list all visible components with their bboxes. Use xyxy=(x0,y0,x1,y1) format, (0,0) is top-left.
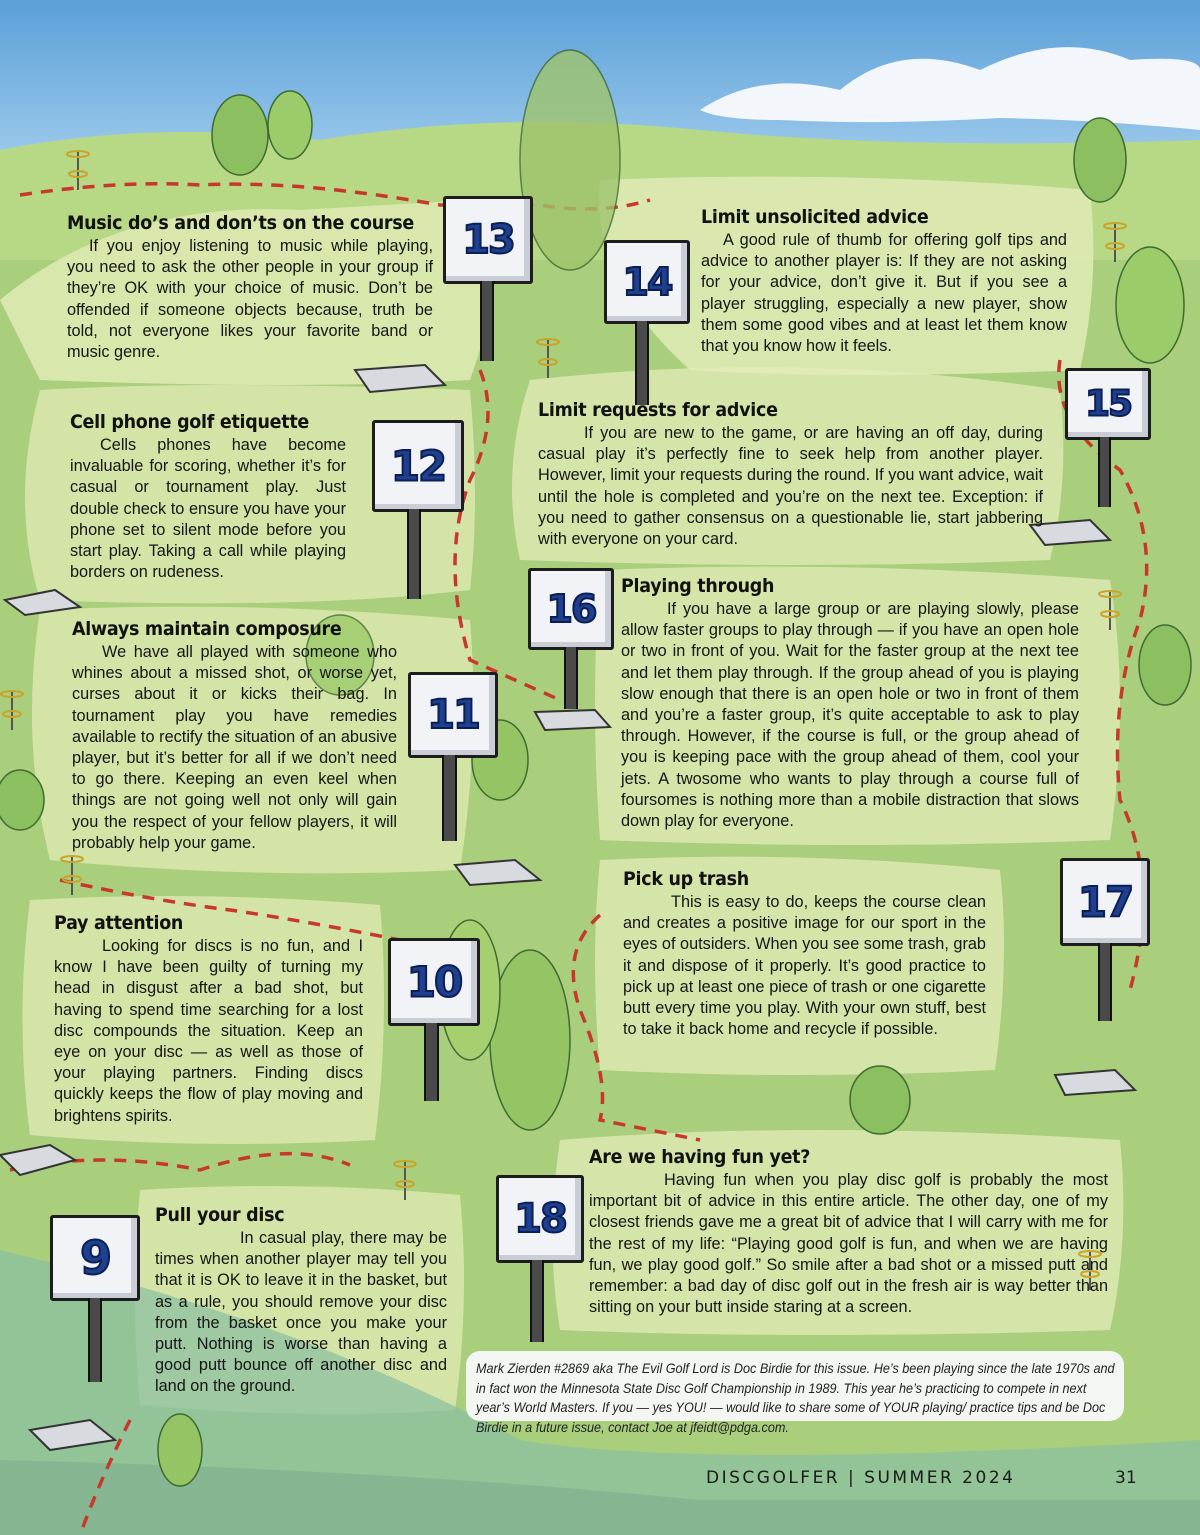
section-body: A good rule of thumb for offering golf tips and advice to another player is: If they are not asking for your advice, don’t give it. But if you see a player struggling, especially a new player, show them some good vibes and at least let them know that you know how it feels. xyxy=(701,231,1067,356)
section-trash xyxy=(623,868,986,1040)
section-title: Limit unsolicited advice xyxy=(701,206,929,228)
hole-number: 9 xyxy=(79,1231,110,1285)
section-title: Music do’s and don’ts on the course xyxy=(67,212,414,234)
section-body: If you enjoy listening to music while playing, you need to ask the other people in your group if they’re OK with your choice of music. Don’t be offended if someone objects because, truth be told, not everyone likes your favorite band or music genre. xyxy=(67,237,433,362)
section-title: Are we having fun yet? xyxy=(589,1146,811,1168)
author-bio: Mark Zierden #2869 aka The Evil Golf Lord is Doc Birdie for this issue. He’s been playing since the late 1970s and in fact won the Minnesota State Disc Golf Championship in 1989. This year he’s practicing to compete in next year’s World Masters. If you — yes YOU! — would like to share some of YOUR playing/ practice tips and be Doc Birdie in a future issue, contact Joe at jfeidt@pdga.com. xyxy=(476,1361,1115,1435)
section-title: Limit requests for advice xyxy=(538,399,778,421)
section-requests-for-advice xyxy=(538,399,1043,550)
section-unsolicited-advice xyxy=(701,206,1067,357)
section-body: In casual play, there may be times when another player may tell you that it is OK to leave it in the basket, but as a rule, you should remove your disc from the basket once you make your putt. Nothing is worse than having a good putt bounce off another disc and land on the ground. xyxy=(155,1229,447,1396)
section-title: Always maintain composure xyxy=(72,618,342,640)
publication-footer: DISCGOLFER | SUMMER 2024 xyxy=(706,1468,1016,1488)
section-playing-through xyxy=(621,575,1079,832)
author-bio-box xyxy=(466,1351,1124,1435)
section-body: If you have a large group or are playing slowly, please allow faster groups to play through — if you have an open hole or two in front of you. Wait for the faster group at the next tee and let them play through. If the group ahead of you is playing slow enough that there is an open hole or two in front of them and you’re a faster group, it’s quite acceptable to ask to play through. However, if the course is full, or the group ahead of you is keeping pace with the group ahead of them, cool your jets. A twosome who wants to play through a course full of foursomes is nothing more than a mobile distraction that slows down play for everyone. xyxy=(621,600,1079,831)
section-body: We have all played with someone who whines about a missed shot, or worse yet, curses about it or kicks their bag. In tournament play you have remedies available to rectify the situation of an abusive player, but it’s better for all if we don’t need to go there. Keeping an even keel when things are not going well not only will gain you the respect of your fellow players, it will probably help your game. xyxy=(72,643,397,852)
hole-number: 10 xyxy=(406,957,462,1007)
section-title: Pick up trash xyxy=(623,868,749,890)
section-having-fun xyxy=(589,1146,1108,1318)
section-composure xyxy=(72,618,397,854)
section-title: Pull your disc xyxy=(155,1204,285,1226)
section-title: Playing through xyxy=(621,575,775,597)
section-body: Looking for discs is no fun, and I know I have been guilty of turning my head in disgust after a bad shot, but having to spend time searching for a lost disc compounds the situation. Keep an eye on your disc — as well as those of your playing partners. Finding discs quickly keeps the flow of play moving and brightens spirits. xyxy=(54,937,363,1125)
hole-number: 15 xyxy=(1084,383,1132,425)
section-title: Cell phone golf etiquette xyxy=(70,411,309,433)
section-body: This is easy to do, keeps the course clean and creates a positive image for our sport in the eyes of outsiders. When you see some trash, grab it and dispose of it properly. It’s good practice to pick up at least one piece of trash or one cigarette butt every time you play. With your own stuff, best to take it back home and recycle if possible. xyxy=(623,893,986,1039)
section-pay-attention xyxy=(54,912,363,1127)
hole-number: 16 xyxy=(546,587,596,631)
section-cell-phone xyxy=(70,411,346,583)
hole-number: 11 xyxy=(427,692,479,738)
section-music xyxy=(67,212,433,363)
hole-number: 13 xyxy=(462,217,514,263)
hole-number: 14 xyxy=(622,260,672,304)
section-title: Pay attention xyxy=(54,912,184,934)
section-body: Cells phones have become invaluable for scoring, whether it’s for casual or tournament play. Just double check to ensure you have your phone set to silent mode before you start play. Taking a call while playing borders on rudeness. xyxy=(70,436,346,582)
hole-number: 17 xyxy=(1077,877,1133,927)
hole-number: 12 xyxy=(390,441,446,491)
hole-number: 18 xyxy=(514,1196,566,1242)
section-pull-disc xyxy=(155,1204,447,1398)
page-number: 31 xyxy=(1115,1468,1137,1488)
section-body: If you are new to the game, or are having an off day, during casual play it’s perfectly fine to seek help from another player. However, limit your requests during the round. If you want advice, wait until the hole is completed and you’re on the next tee. Exception: if you need to gather consensus on a questionable lie, start jabbering with everyone on your card. xyxy=(538,424,1043,549)
section-body: Having fun when you play disc golf is probably the most important bit of advice in this entire article. The other day, one of my closest friends gave me a great bit of advice that I will carry with me for the rest of my life: “Playing good golf is fun, and when we are having fun, we play good golf.” So smile after a bad shot or a missed putt and remember: a bad day of disc golf out in the fresh air is way better than sitting on your butt inside staring at a screen. xyxy=(589,1171,1108,1317)
